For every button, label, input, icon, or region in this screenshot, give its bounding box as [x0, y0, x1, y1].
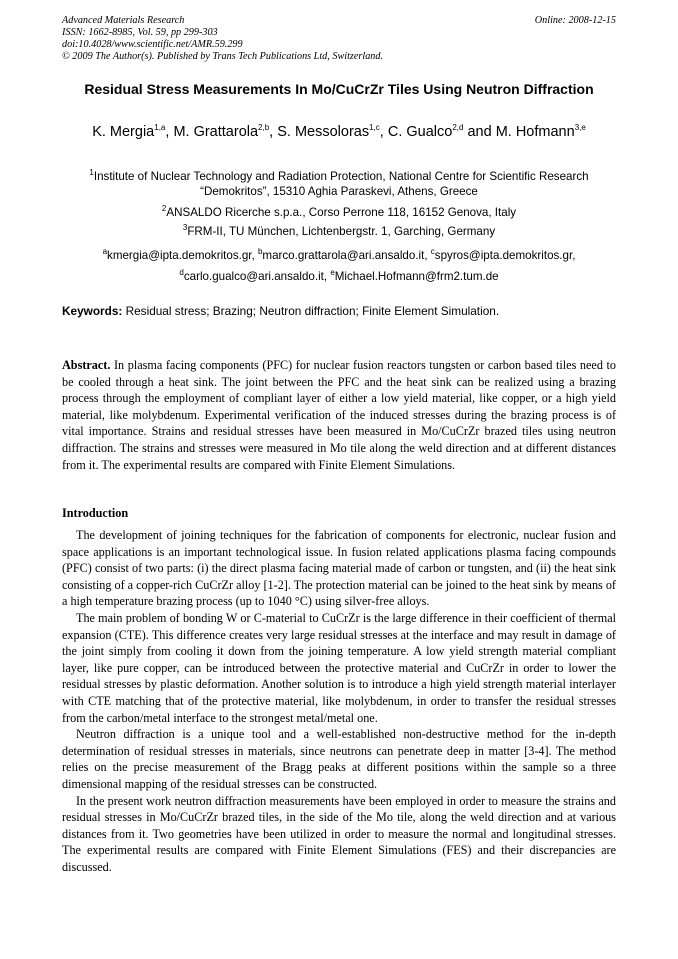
author-affil-sup: 3,e: [574, 123, 586, 133]
paragraph: Neutron diffraction is a unique tool and a well-established non-destructive method for the in-depth determination of residual stresses in materials, since neutrons can penetrate deep in matter [3-4]. The method relies on the precise measurement of the Bragg peaks at different positions within the sample so a three dimensional mapping of the residual stresses can be constructed.: [62, 727, 616, 791]
author-affil-sup: 2,d: [452, 123, 464, 133]
email-sup: a: [102, 247, 108, 257]
author-name: M. Grattarola: [173, 124, 259, 140]
email-address[interactable]: carlo.gualco@ari.ansaldo.it,: [183, 270, 331, 283]
email-address[interactable]: spyros@ipta.demokritos.gr,: [434, 249, 576, 262]
keywords-label: Keywords:: [62, 304, 123, 318]
introduction-body: [62, 527, 616, 875]
affiliation-sup: 2: [161, 204, 167, 214]
author-name: S. Messoloras: [277, 124, 370, 140]
author-affil-sup: 1,c: [369, 123, 380, 133]
paragraph: The main problem of bonding W or C-material to CuCrZr is the large difference in their coefficient of thermal expansion (CTE). This difference creates very large residual stresses at the interface and may result in damage of the joint simply from cooling it down from the joining temperature. A low yield strength material compliant layer, like pure copper, can be introduced between the protective material and CuCrZr in order to lower the residual stresses by plastic deformation. Another solution is to introduce a high yield strength material interlayer with CTE matching that of the protective material, like molybdenum, in order to transfer the residual stresses from the carbon/metal interface to the strongest metal/metal one.: [62, 610, 616, 725]
affiliation-text: FRM-II, TU München, Lichtenbergstr. 1, Garching, Germany: [187, 225, 496, 238]
email-sup: c: [430, 247, 435, 257]
paragraph: The development of joining techniques for the fabrication of components for electronic, nuclear fusion and space applications is an important technological issue. In fusion related applications plasma facing compounds (PFC) consist of two parts: (i) the direct plasma facing material made of carbon or tungsten, and (ii) the heat sink consisting of a copper-rich CuCrZr alloy [1-2]. The protection material can be joined to the heat sink by means of a high temperature brazing process (up to 1040 °C) using silver-free alloys.: [62, 528, 616, 609]
email-address[interactable]: Michael.Hofmann@frm2.tum.de: [334, 270, 499, 283]
issn-line: ISSN: 1662-8985, Vol. 59, pp 299-303: [62, 27, 218, 38]
affiliation-text: Institute of Nuclear Technology and Radiation Protection, National Centre for Scientific Research “Demokritos”, 15310 Aghia Paraskevi, Athens, Greece: [93, 170, 589, 198]
section-heading-introduction: Introduction: [62, 506, 129, 520]
paper-title: Residual Stress Measurements In Mo/CuCrZr Tiles Using Neutron Diffraction: [84, 81, 594, 97]
paragraph: In the present work neutron diffraction measurements have been employed in order to measure the strains and residual stresses in Mo/CuCrZr brazed tiles, in the side of the Mo tile, along the weld direction and at various distances from it. Two geometries have been utilized in order to measure the normal and longitudinal stresses. The experimental results are compared with Finite Element Simulations (FES) and their discrepancies are discussed.: [62, 793, 616, 874]
affiliation-sup: 3: [182, 223, 188, 233]
email-sup: d: [179, 268, 184, 278]
journal-name: Advanced Materials Research: [62, 15, 185, 26]
author-name: K. Mergia: [92, 124, 155, 140]
author-sep: ,: [269, 124, 278, 140]
email-sup: e: [330, 268, 335, 278]
abstract: [62, 357, 616, 473]
author-affil-sup: 1,a: [154, 123, 166, 133]
affiliation-3: [62, 224, 616, 239]
author-sep: ,: [165, 124, 174, 140]
email-address[interactable]: marco.grattarola@ari.ansaldo.it,: [262, 249, 431, 262]
author-affil-sup: 2,b: [258, 123, 270, 133]
author-name: M. Hofmann: [495, 124, 575, 140]
author-list: [62, 123, 616, 142]
keywords-line: [62, 304, 499, 318]
author-sep: ,: [379, 124, 388, 140]
email-line-1: [62, 248, 616, 263]
email-address[interactable]: kmergia@ipta.demokritos.gr,: [107, 249, 258, 262]
affiliation-2: [62, 205, 616, 220]
author-name: C. Gualco: [387, 124, 453, 140]
keywords-text: Residual stress; Brazing; Neutron diffraction; Finite Element Simulation.: [122, 304, 500, 318]
abstract-label: Abstract.: [62, 358, 111, 372]
affiliation-sup: 1: [89, 168, 94, 178]
abstract-text: In plasma facing components (PFC) for nuclear fusion reactors tungsten or carbon based tiles need to be cooled through a heat sink. The joint between the PFC and the heat sink can be realized using a brazing process through the employment of compliant layer of either a low yield material, like copper, or a high yield material, like molybdenum. Experimental verification of the induced stresses during the brazing process is of vital importance. Strains and residual stresses have been measured in Mo/CuCrZr brazed tiles using neutron diffraction. The strains and stresses were measured in Mo tile along the weld direction and at different distances from it. The experimental results are compared with Finite Element Simulations.: [62, 358, 616, 472]
affiliation-text: ANSALDO Ricerche s.p.a., Corso Perrone 118, 16152 Genova, Italy: [166, 206, 517, 219]
copyright-line: © 2009 The Author(s). Published by Trans Tech Publications Ltd, Switzerland.: [62, 51, 384, 62]
affiliation-1: [62, 169, 616, 199]
email-line-2: [62, 269, 616, 284]
doi-line: doi:10.4028/www.scientific.net/AMR.59.299: [62, 39, 243, 50]
email-sup: b: [257, 247, 263, 257]
author-sep: and: [463, 124, 496, 140]
online-date: Online: 2008-12-15: [534, 15, 616, 26]
